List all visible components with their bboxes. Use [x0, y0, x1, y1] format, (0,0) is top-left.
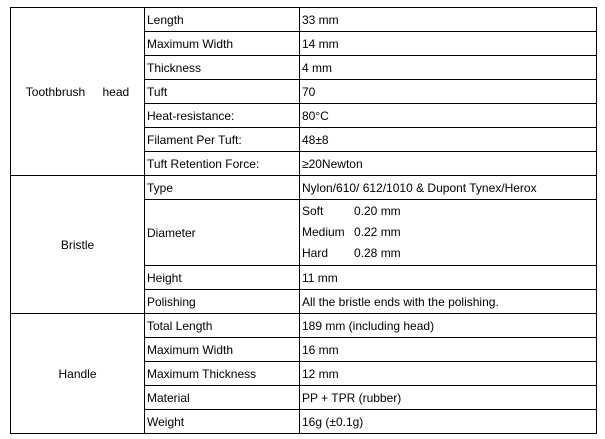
row-value: 16g (±0.1g) — [300, 410, 597, 434]
diameter-grade: Soft — [302, 204, 324, 218]
diameter-line — [302, 222, 594, 243]
row-label: Polishing — [145, 290, 300, 314]
diameter-value: 0.28 mm — [354, 246, 401, 260]
row-value: 80°C — [300, 104, 597, 128]
row-value: 4 mm — [300, 56, 597, 80]
diameter-grade: Hard — [302, 246, 329, 260]
row-value: 70 — [300, 80, 597, 104]
table-row — [11, 8, 597, 32]
row-value: Nylon/610/ 612/1010 & Dupont Tynex/Herox — [300, 176, 597, 200]
row-label: Filament Per Tuft: — [145, 128, 300, 152]
row-value: 11 mm — [300, 266, 597, 290]
diameter-grade: Medium — [302, 225, 345, 239]
group-label: Toothbrush head — [25, 84, 130, 99]
row-value: 48±8 — [300, 128, 597, 152]
row-label: Tuft — [145, 80, 300, 104]
row-label: Maximum Width — [145, 338, 300, 362]
group-label: Bristle — [60, 237, 95, 252]
row-label: Diameter — [145, 200, 300, 266]
row-label: Length — [145, 8, 300, 32]
row-value: 14 mm — [300, 32, 597, 56]
row-value: 33 mm — [300, 8, 597, 32]
group-cell-bristle — [11, 176, 145, 314]
diameter-line — [302, 201, 594, 222]
row-label: Type — [145, 176, 300, 200]
row-value: ≥20Newton — [300, 152, 597, 176]
row-label: Heat-resistance: — [145, 104, 300, 128]
row-value: 16 mm — [300, 338, 597, 362]
row-value: 12 mm — [300, 362, 597, 386]
group-cell-toothbrush-head — [11, 8, 145, 176]
row-label: Maximum Thickness — [145, 362, 300, 386]
group-cell-handle — [11, 314, 145, 434]
row-value: PP + TPR (rubber) — [300, 386, 597, 410]
row-label: Total Length — [145, 314, 300, 338]
diameter-line — [302, 243, 594, 264]
row-label: Weight — [145, 410, 300, 434]
row-label: Tuft Retention Force: — [145, 152, 300, 176]
diameter-value: 0.22 mm — [354, 225, 401, 239]
diameter-value: 0.20 mm — [354, 204, 401, 218]
row-value-diameter — [300, 200, 597, 266]
row-label: Maximum Width — [145, 32, 300, 56]
row-label: Height — [145, 266, 300, 290]
row-label: Thickness — [145, 56, 300, 80]
spec-table — [10, 7, 597, 434]
row-value: 189 mm (including head) — [300, 314, 597, 338]
row-value: All the bristle ends with the polishing. — [300, 290, 597, 314]
table-row — [11, 314, 597, 338]
row-label: Material — [145, 386, 300, 410]
group-label: Handle — [58, 366, 97, 381]
table-row — [11, 176, 597, 200]
